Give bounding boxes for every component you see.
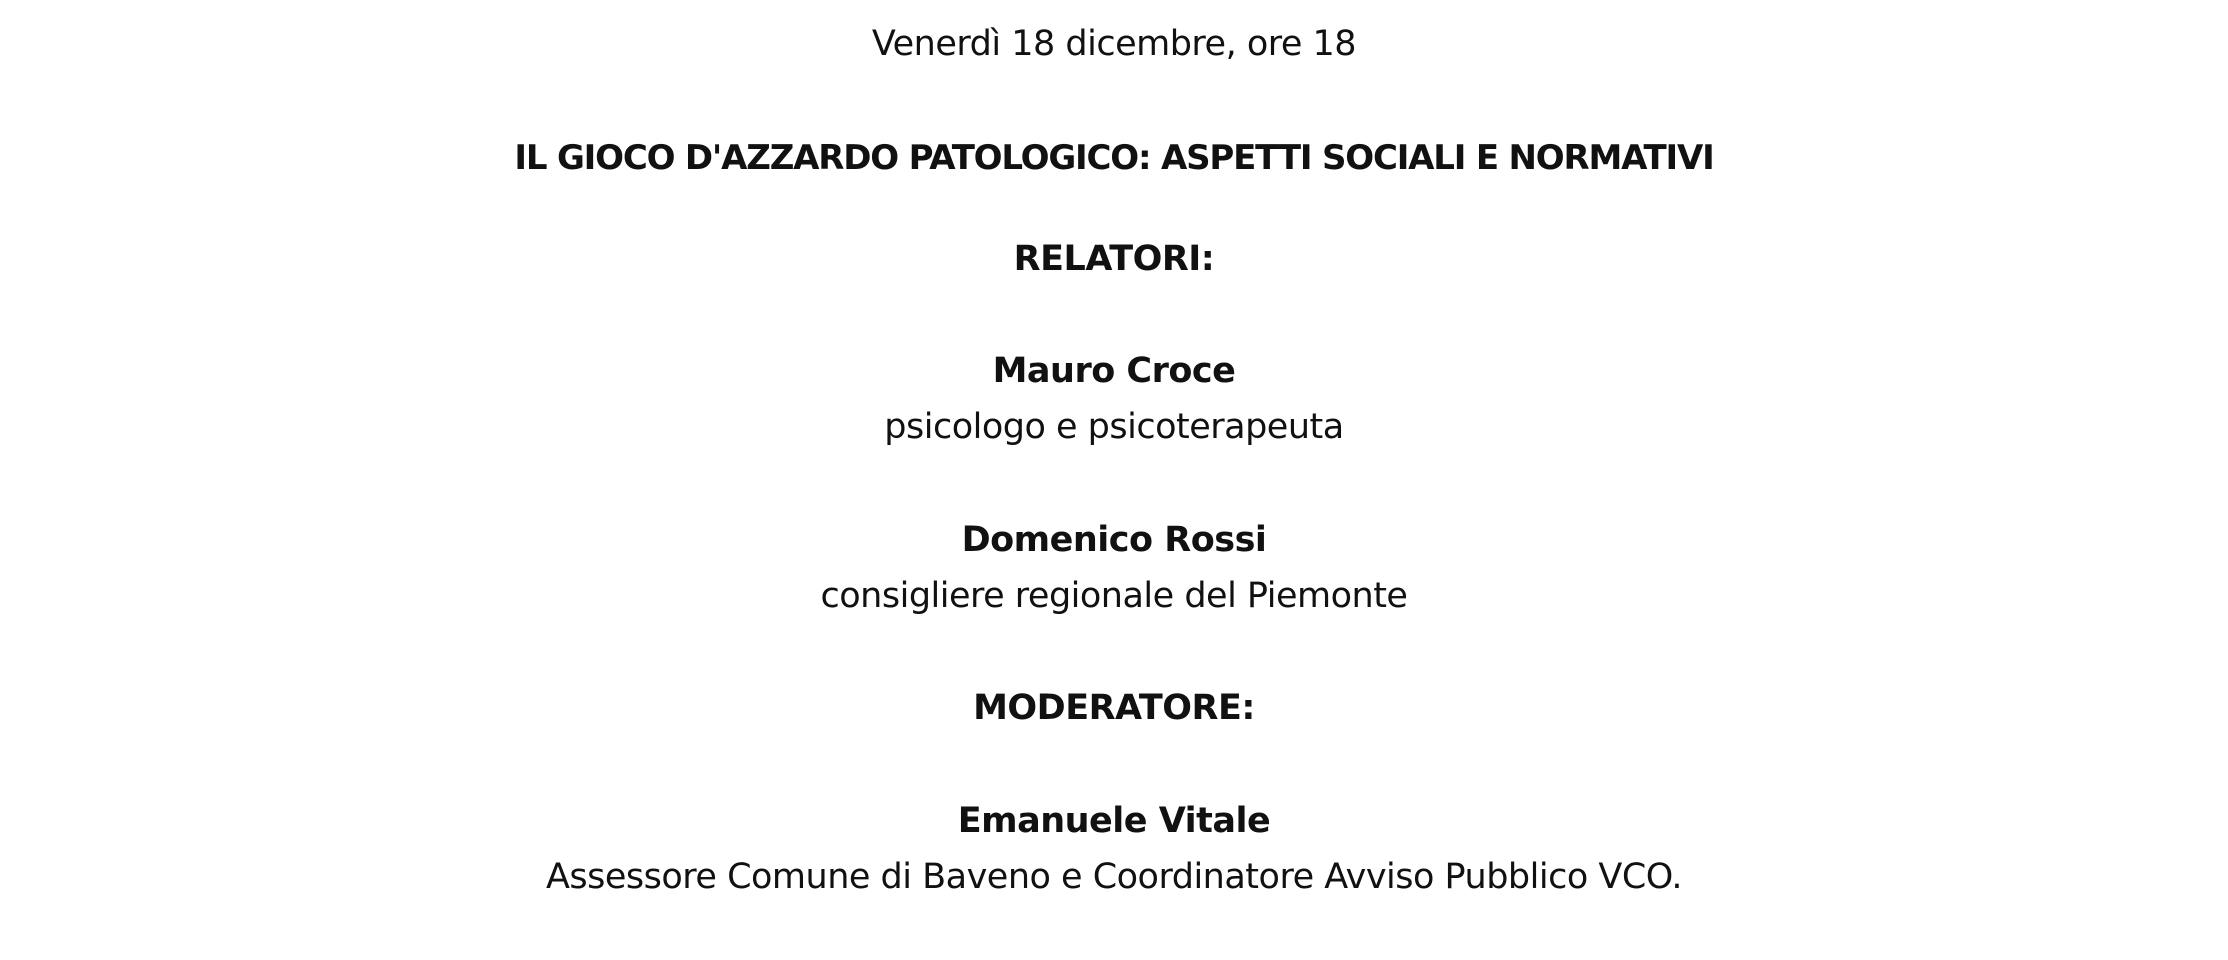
speakers-heading: RELATORI: xyxy=(1013,239,1215,279)
event-title: IL GIOCO D'AZZARDO PATOLOGICO: ASPETTI SOCIALI E NORMATIVI xyxy=(514,138,1714,178)
moderator-role: Assessore Comune di Baveno e Coordinatore Avviso Pubblico VCO. xyxy=(545,857,1683,897)
event-date-time: Venerdì 18 dicembre, ore 18 xyxy=(871,24,1357,64)
moderator-heading: MODERATORE: xyxy=(973,688,1255,728)
moderator-name: Emanuele Vitale xyxy=(957,801,1271,841)
speaker-role: psicologo e psicoterapeuta xyxy=(884,407,1344,447)
speaker-name: Domenico Rossi xyxy=(961,520,1267,560)
speaker-role: consigliere regionale del Piemonte xyxy=(820,576,1408,616)
speaker-name: Mauro Croce xyxy=(992,351,1236,391)
